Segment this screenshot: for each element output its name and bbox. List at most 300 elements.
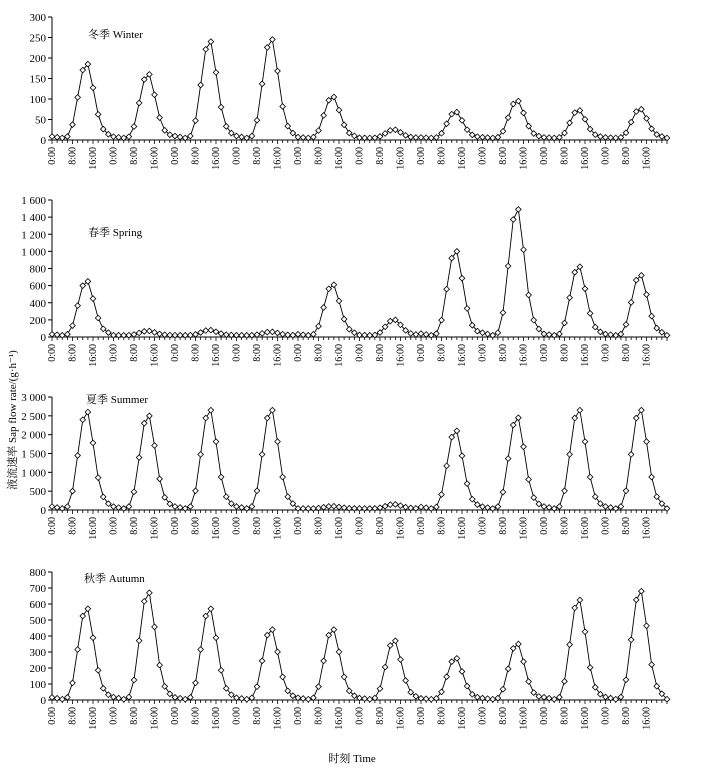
data-point [444, 121, 450, 127]
data-point [167, 691, 173, 697]
x-tick-label: 8:00 [190, 344, 202, 362]
y-tick-label: 800 [29, 567, 46, 579]
data-point [280, 674, 286, 680]
y-axis-title: 液流速率 Sap flow rate/(g·h⁻¹) [7, 350, 19, 490]
x-tick-label: 0:00 [231, 344, 243, 362]
data-point [275, 330, 281, 336]
data-point [162, 684, 168, 690]
data-point [510, 422, 516, 428]
data-point [485, 331, 491, 337]
x-tick-label: 8:00 [190, 707, 202, 725]
data-point [234, 504, 240, 510]
data-point [264, 45, 270, 51]
data-point [218, 104, 224, 110]
data-point [193, 680, 199, 686]
data-point [136, 455, 142, 461]
data-point [90, 635, 96, 641]
data-point [270, 407, 276, 413]
data-point [280, 104, 286, 110]
data-point [305, 696, 311, 702]
x-tick-label: 16:00 [457, 147, 468, 170]
data-point [111, 504, 117, 510]
x-tick-label: 8:00 [375, 517, 386, 535]
x-tick-label: 0:00 [416, 707, 427, 725]
x-tick-label: 8:00 [498, 344, 509, 362]
data-point [403, 678, 409, 684]
series-line [52, 40, 667, 138]
data-point [331, 94, 337, 100]
x-tick-label: 8:00 [498, 707, 509, 725]
data-point [259, 452, 265, 458]
data-point [387, 502, 393, 508]
data-point [259, 658, 265, 664]
x-tick-label: 8:00 [252, 517, 263, 535]
data-point [526, 679, 532, 685]
data-point [234, 133, 240, 139]
data-point [500, 686, 506, 692]
data-point [567, 642, 573, 648]
data-point [618, 331, 624, 337]
x-tick-label: 8:00 [67, 707, 79, 725]
x-tick-label: 16:00 [211, 517, 222, 540]
panel-label: 夏季 Summer [86, 394, 149, 406]
x-tick-label: 0:00 [108, 707, 120, 725]
x-tick-label: 8:00 [313, 344, 325, 362]
x-tick-label: 8:00 [559, 344, 571, 362]
data-point [321, 658, 327, 664]
data-point [423, 332, 429, 338]
data-point [434, 504, 440, 510]
x-tick-label: 16:00 [334, 517, 345, 540]
y-tick-label: 500 [29, 615, 46, 627]
x-tick-label: 0:00 [170, 344, 181, 362]
data-point [562, 679, 568, 685]
data-point [480, 330, 486, 336]
data-point [526, 477, 532, 483]
data-point [203, 47, 209, 53]
x-tick-label: 8:00 [559, 147, 571, 165]
data-point [608, 505, 614, 511]
data-point [147, 590, 153, 596]
y-tick-label: 1 000 [21, 246, 46, 259]
data-point [516, 415, 522, 421]
x-tick-label: 16:00 [457, 517, 468, 540]
data-point [510, 101, 516, 107]
data-point [75, 453, 81, 459]
data-point [141, 329, 147, 335]
data-point [141, 420, 147, 426]
x-tick-label: 16:00 [395, 707, 407, 730]
data-point [280, 474, 286, 480]
data-point [172, 695, 178, 701]
data-point [172, 504, 178, 510]
x-tick-label: 16:00 [88, 344, 99, 367]
data-point [526, 292, 532, 298]
data-point [352, 330, 358, 336]
y-tick-label: 300 [29, 647, 46, 659]
data-point [480, 134, 486, 140]
x-tick-label: 16:00 [211, 707, 222, 730]
data-point [603, 135, 609, 141]
x-tick-label: 16:00 [149, 517, 161, 540]
data-point [387, 128, 393, 134]
x-tick-label: 16:00 [641, 344, 653, 367]
data-point [382, 664, 388, 670]
data-point [49, 134, 55, 140]
x-tick-label: 0:00 [600, 517, 612, 535]
data-point [587, 474, 593, 480]
y-tick-label: 150 [29, 73, 46, 86]
data-point [264, 329, 270, 335]
x-tick-label: 8:00 [621, 707, 632, 725]
data-point [572, 605, 578, 611]
x-tick-label: 0:00 [539, 147, 550, 165]
y-tick-label: 2 000 [21, 429, 46, 442]
data-point [316, 684, 322, 690]
data-point [557, 331, 563, 337]
data-point [95, 475, 101, 481]
x-tick-label: 0:00 [231, 517, 243, 535]
data-point [644, 439, 650, 445]
data-point [377, 686, 383, 692]
x-tick-label: 16:00 [334, 344, 345, 367]
data-point [628, 300, 634, 306]
x-tick-label: 16:00 [88, 147, 99, 170]
x-tick-label: 8:00 [621, 517, 632, 535]
panel-3 [21, 392, 670, 540]
data-point [136, 638, 142, 644]
x-tick-label: 0:00 [354, 517, 366, 535]
x-tick-label: 0:00 [416, 344, 427, 362]
data-point [254, 488, 260, 494]
data-point [152, 443, 158, 449]
x-tick-label: 0:00 [108, 517, 120, 535]
data-point [341, 316, 347, 322]
data-point [393, 127, 399, 133]
data-point [521, 659, 527, 665]
x-tick-label: 8:00 [313, 707, 325, 725]
panel-4 [30, 567, 670, 730]
y-tick-label: 3 000 [21, 392, 46, 404]
data-point [65, 331, 71, 337]
x-tick-label: 0:00 [293, 707, 304, 725]
x-tick-label: 8:00 [436, 147, 448, 165]
data-point [398, 503, 404, 509]
data-point [562, 488, 568, 494]
data-point [208, 327, 214, 333]
x-tick-label: 16:00 [88, 517, 99, 540]
x-tick-label: 16:00 [272, 517, 284, 540]
data-point [336, 298, 342, 304]
x-tick-label: 16:00 [641, 707, 653, 730]
data-point [444, 286, 450, 292]
data-point [500, 489, 506, 495]
data-point [152, 92, 158, 98]
y-tick-label: 400 [29, 297, 46, 310]
data-point [213, 439, 219, 445]
panel-2 [21, 195, 670, 367]
y-tick-label: 0 [40, 505, 46, 517]
data-point [147, 328, 153, 334]
y-tick-label: 0 [40, 695, 46, 707]
data-point [408, 331, 414, 337]
data-point [346, 326, 352, 332]
data-point [505, 456, 511, 462]
y-tick-label: 50 [35, 114, 46, 127]
data-point [526, 123, 532, 129]
data-point [254, 684, 260, 690]
data-point [633, 597, 639, 603]
y-tick-label: 700 [29, 583, 46, 595]
y-tick-label: 600 [29, 280, 46, 293]
data-point [70, 323, 76, 329]
panel-label: 秋季 Autumn [84, 573, 145, 585]
data-point [75, 95, 81, 101]
data-point [418, 135, 424, 141]
data-point [126, 134, 132, 140]
x-tick-label: 8:00 [67, 517, 79, 535]
data-point [587, 311, 593, 317]
x-tick-label: 16:00 [149, 707, 161, 730]
x-tick-label: 16:00 [641, 147, 653, 170]
data-point [644, 623, 650, 629]
x-tick-label: 16:00 [395, 517, 407, 540]
panel-1 [30, 12, 670, 170]
data-point [633, 109, 639, 115]
data-point [649, 474, 655, 480]
x-tick-label: 8:00 [498, 517, 509, 535]
y-tick-label: 0 [40, 135, 46, 147]
data-point [423, 696, 429, 702]
data-point [623, 488, 629, 494]
data-point [321, 504, 327, 510]
data-point [418, 504, 424, 510]
data-point [244, 696, 250, 702]
data-point [49, 695, 55, 701]
data-point [336, 649, 342, 655]
data-point [603, 504, 609, 510]
data-point [85, 409, 91, 415]
data-point [439, 317, 445, 323]
data-point [70, 122, 76, 128]
y-tick-label: 100 [29, 94, 46, 106]
data-point [510, 217, 516, 223]
data-point [459, 669, 465, 675]
data-point [577, 108, 583, 114]
data-point [644, 292, 650, 298]
data-point [521, 247, 527, 253]
data-point [157, 331, 163, 337]
data-point [582, 439, 588, 445]
data-point [49, 504, 55, 510]
data-point [623, 677, 629, 683]
x-tick-label: 8:00 [436, 517, 448, 535]
data-point [562, 320, 568, 326]
x-tick-label: 8:00 [375, 707, 386, 725]
x-tick-label: 16:00 [580, 517, 591, 540]
y-tick-label: 1 500 [21, 448, 46, 461]
data-point [639, 588, 645, 594]
data-point [582, 116, 588, 122]
data-point [275, 439, 281, 445]
data-point [362, 696, 368, 702]
data-point [239, 505, 245, 511]
x-tick-label: 16:00 [272, 147, 284, 170]
x-tick-label: 0:00 [170, 517, 181, 535]
y-tick-label: 250 [29, 32, 46, 45]
data-point [54, 505, 60, 511]
data-point [449, 659, 455, 665]
x-tick-label: 8:00 [67, 344, 79, 362]
data-point [90, 85, 96, 91]
y-tick-label: 200 [29, 314, 46, 327]
data-point [198, 647, 204, 653]
data-point [203, 613, 209, 619]
data-point [475, 694, 481, 700]
data-point [131, 677, 137, 683]
x-tick-label: 8:00 [252, 344, 263, 362]
data-point [398, 130, 404, 136]
data-point [398, 657, 404, 663]
data-point [418, 331, 424, 337]
x-tick-label: 8:00 [621, 147, 632, 165]
data-point [459, 275, 465, 281]
data-point [521, 110, 527, 116]
x-tick-label: 16:00 [272, 344, 284, 367]
data-point [177, 505, 183, 511]
x-tick-label: 0:00 [293, 147, 304, 165]
data-point [95, 667, 101, 673]
y-tick-label: 1 200 [21, 229, 46, 242]
data-point [311, 331, 317, 337]
x-tick-label: 0:00 [293, 517, 304, 535]
data-point [111, 134, 117, 140]
data-point [239, 134, 245, 140]
x-tick-label: 8:00 [436, 707, 448, 725]
x-tick-label: 8:00 [313, 147, 325, 165]
data-point [495, 330, 501, 336]
x-tick-label: 0:00 [416, 517, 427, 535]
data-point [628, 637, 634, 643]
data-point [218, 474, 224, 480]
x-tick-label: 0:00 [354, 147, 366, 165]
x-tick-label: 0:00 [108, 344, 120, 362]
data-point [434, 331, 440, 337]
x-tick-label: 0:00 [170, 147, 181, 165]
data-point [270, 37, 276, 43]
data-point [147, 413, 153, 419]
data-point [500, 310, 506, 316]
x-tick-label: 8:00 [375, 147, 386, 165]
data-point [403, 133, 409, 139]
y-tick-label: 0 [40, 332, 46, 344]
x-tick-label: 8:00 [313, 517, 325, 535]
data-point [464, 481, 470, 487]
y-tick-label: 600 [29, 599, 46, 611]
data-point [546, 505, 552, 511]
data-point [218, 667, 224, 673]
x-tick-label: 16:00 [149, 344, 161, 367]
data-point [577, 597, 583, 603]
x-tick-label: 16:00 [518, 707, 530, 730]
data-point [157, 476, 163, 482]
data-point [198, 452, 204, 458]
data-point [80, 417, 86, 423]
x-tick-label: 8:00 [559, 707, 571, 725]
data-point [54, 134, 60, 140]
data-point [505, 666, 511, 672]
data-point [628, 452, 634, 458]
x-tick-label: 0:00 [539, 344, 550, 362]
y-tick-label: 800 [29, 263, 46, 276]
data-point [336, 504, 342, 510]
data-point [639, 106, 645, 112]
data-point [541, 694, 547, 700]
x-tick-label: 8:00 [252, 707, 263, 725]
panel-label: 春季 Spring [88, 227, 143, 239]
x-tick-label: 16:00 [395, 147, 407, 170]
x-tick-label: 8:00 [129, 344, 140, 362]
x-tick-label: 16:00 [518, 344, 530, 367]
x-tick-label: 16:00 [518, 517, 530, 540]
data-point [644, 116, 650, 122]
data-point [193, 488, 199, 494]
x-tick-label: 16:00 [457, 344, 468, 367]
x-tick-label: 8:00 [559, 517, 571, 535]
x-tick-label: 8:00 [498, 147, 509, 165]
data-point [208, 606, 214, 612]
data-point [152, 330, 158, 336]
data-point [428, 696, 434, 702]
x-tick-label: 16:00 [272, 707, 284, 730]
data-point [346, 130, 352, 136]
x-tick-label: 16:00 [88, 707, 99, 730]
data-point [172, 133, 178, 139]
data-point [203, 415, 209, 421]
data-point [587, 665, 593, 671]
y-tick-label: 200 [29, 663, 46, 675]
x-tick-label: 16:00 [580, 147, 591, 170]
data-point [521, 444, 527, 450]
data-point [326, 97, 332, 103]
data-point [444, 463, 450, 469]
data-point [152, 624, 158, 630]
x-tick-label: 8:00 [436, 344, 448, 362]
data-point [654, 683, 660, 689]
data-point [382, 131, 388, 137]
data-point [95, 315, 101, 321]
data-point [572, 110, 578, 116]
x-tick-label: 8:00 [129, 517, 140, 535]
x-tick-label: 16:00 [641, 517, 653, 540]
data-point [633, 415, 639, 421]
data-point [516, 98, 522, 104]
y-tick-label: 400 [29, 631, 46, 643]
data-point [531, 317, 537, 323]
data-point [157, 115, 163, 121]
data-point [177, 134, 183, 140]
y-tick-label: 300 [29, 12, 46, 24]
data-point [70, 488, 76, 494]
x-tick-label: 0:00 [47, 707, 58, 725]
data-point [75, 303, 81, 309]
data-point [280, 331, 286, 337]
x-tick-label: 0:00 [47, 147, 58, 165]
y-tick-label: 2 500 [21, 410, 46, 423]
data-point [331, 503, 337, 509]
x-tick-label: 8:00 [67, 147, 79, 165]
x-tick-label: 0:00 [600, 344, 612, 362]
